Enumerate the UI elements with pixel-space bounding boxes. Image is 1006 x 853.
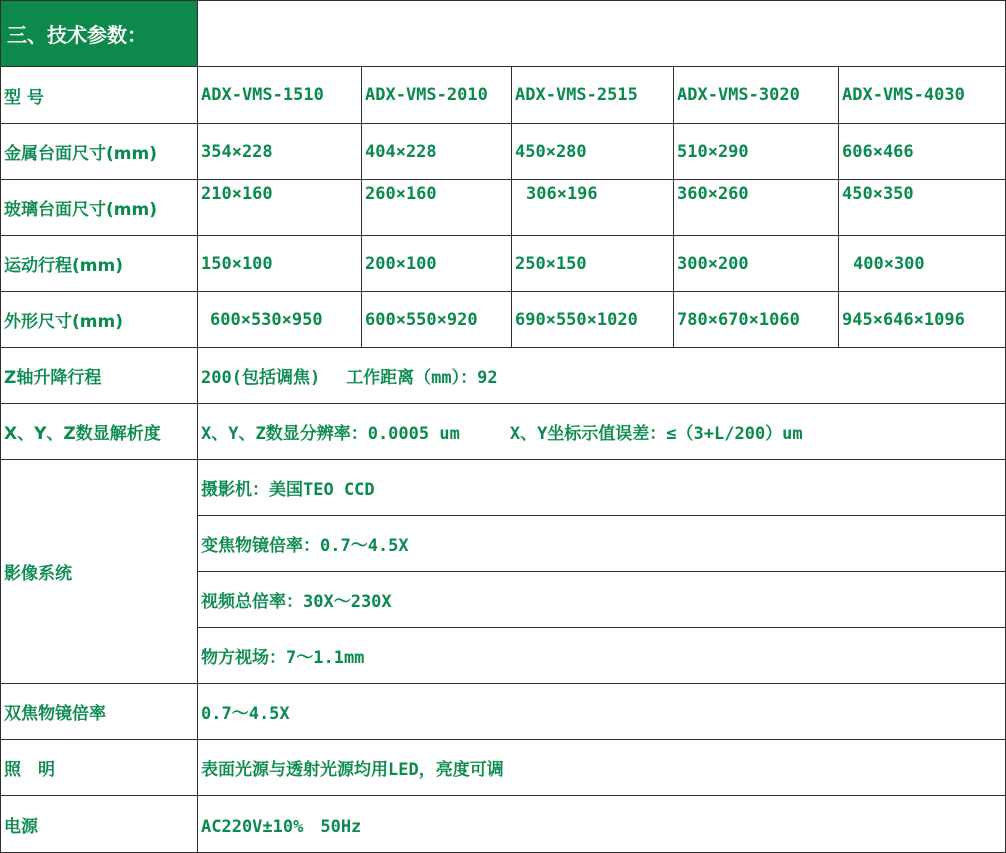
dimensions-label: 外形尺寸(mm) [1, 292, 198, 348]
resolution-label: X、Y、Z数显解析度 [1, 404, 198, 460]
dual-focus-label: 双焦物镜倍率 [1, 684, 198, 740]
title-blank-cell [198, 1, 1006, 67]
metal-table-cell: 404×228 [362, 124, 512, 180]
row-travel [1, 236, 1006, 292]
glass-table-cell: 210×160 [198, 180, 362, 236]
model-cell: ADX-VMS-2010 [362, 67, 512, 124]
row-dual-focus [1, 684, 1006, 740]
glass-table-cell: 360×260 [674, 180, 839, 236]
metal-table-cell: 450×280 [512, 124, 674, 180]
lighting-label: 照 明 [1, 740, 198, 796]
imaging-item: 物方视场：7～1.1mm [198, 628, 1006, 684]
row-glass-table [1, 180, 1006, 236]
lighting-value: 表面光源与透射光源均用LED，亮度可调 [198, 740, 1006, 796]
glass-table-cell: 450×350 [839, 180, 1006, 236]
travel-cell: 400×300 [839, 236, 1006, 292]
travel-cell: 300×200 [674, 236, 839, 292]
dimensions-cell: 600×530×950 [198, 292, 362, 348]
power-value: AC220V±10% 50Hz [198, 796, 1006, 853]
dimensions-cell: 780×670×1060 [674, 292, 839, 348]
imaging-item: 摄影机：美国TEO CCD [198, 460, 1006, 516]
imaging-item: 视频总倍率：30X～230X [198, 572, 1006, 628]
imaging-item: 变焦物镜倍率：0.7～4.5X [198, 516, 1006, 572]
row-lighting [1, 740, 1006, 796]
row-models [1, 67, 1006, 124]
metal-table-label: 金属台面尺寸(mm) [1, 124, 198, 180]
coordinate-error: X、Y坐标示值误差：≤（3+L/200）um [509, 424, 803, 444]
row-metal-table [1, 124, 1006, 180]
travel-cell: 150×100 [198, 236, 362, 292]
section-title: 三、技术参数： [1, 1, 198, 67]
model-cell: ADX-VMS-4030 [839, 67, 1006, 124]
model-cell: ADX-VMS-2515 [512, 67, 674, 124]
row-power [1, 796, 1006, 853]
working-distance: 工作距离（mm）：92 [346, 368, 498, 388]
metal-table-cell: 354×228 [198, 124, 362, 180]
glass-table-label: 玻璃台面尺寸(mm) [1, 180, 198, 236]
row-resolution [1, 404, 1006, 460]
glass-table-cell: 260×160 [362, 180, 512, 236]
row-imaging-1 [1, 460, 1006, 516]
travel-cell: 250×150 [512, 236, 674, 292]
dimensions-cell: 690×550×1020 [512, 292, 674, 348]
model-cell: ADX-VMS-1510 [198, 67, 362, 124]
dual-focus-value: 0.7～4.5X [198, 684, 1006, 740]
z-axis-travel: 200(包括调焦) [201, 368, 321, 388]
imaging-label: 影像系统 [1, 460, 198, 684]
row-dimensions [1, 292, 1006, 348]
resolution-xyz: X、Y、Z数显分辨率：0.0005 um [201, 424, 460, 444]
models-label: 型 号 [1, 67, 198, 124]
model-cell: ADX-VMS-3020 [674, 67, 839, 124]
z-axis-label: Z轴升降行程 [1, 348, 198, 404]
resolution-value [198, 404, 1006, 460]
travel-cell: 200×100 [362, 236, 512, 292]
row-z-axis [1, 348, 1006, 404]
metal-table-cell: 510×290 [674, 124, 839, 180]
power-label: 电源 [1, 796, 198, 853]
dimensions-cell: 600×550×920 [362, 292, 512, 348]
z-axis-value [198, 348, 1006, 404]
travel-label: 运动行程(mm) [1, 236, 198, 292]
dimensions-cell: 945×646×1096 [839, 292, 1006, 348]
glass-table-cell: 306×196 [512, 180, 674, 236]
title-row [1, 1, 1006, 67]
metal-table-cell: 606×466 [839, 124, 1006, 180]
